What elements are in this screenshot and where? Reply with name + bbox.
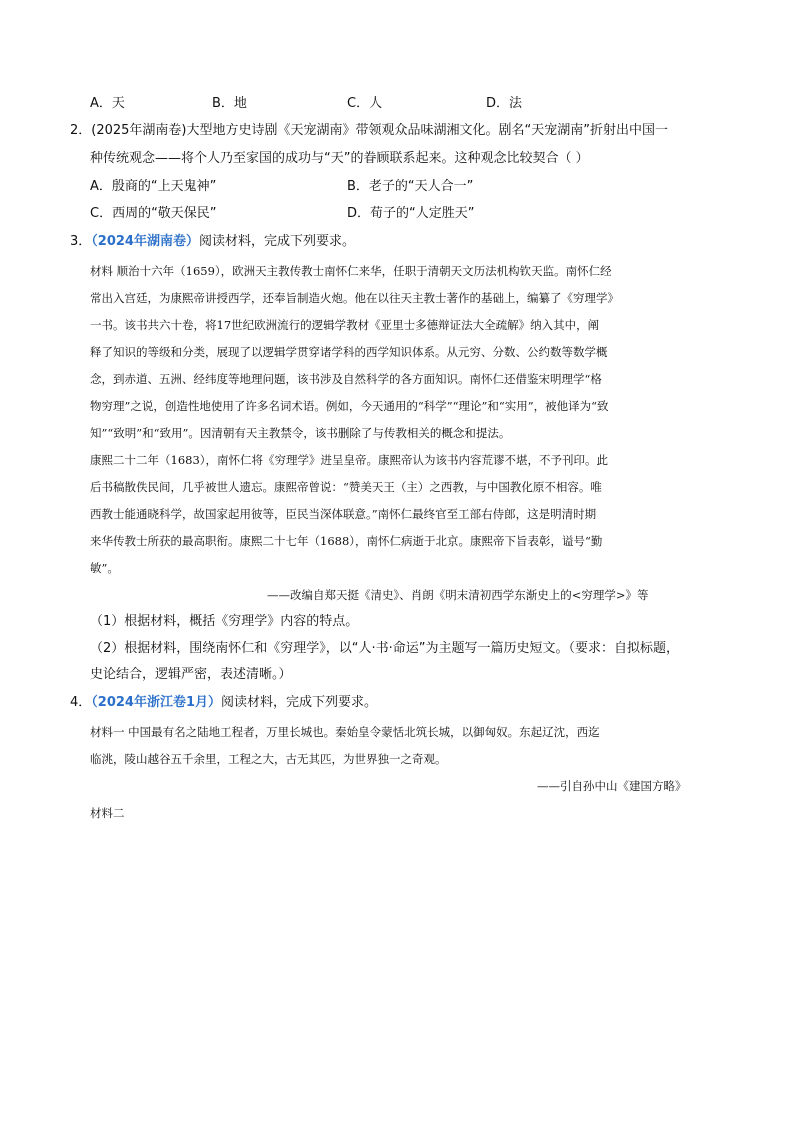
q2-option-a: A．殷商的“上天鬼神” <box>90 179 217 194</box>
q3-citation: ——改编自郑天挺《清史》、肖朗《明末清初西学东渐史上的<穷理学>》等 <box>267 588 649 602</box>
q1-option-c: C．人 <box>347 96 383 111</box>
q3-material-line: 康熙二十二年（1683），南怀仁将《穷理学》进呈皇帝。康熙帝认为该书内容荒谬不堪，不予刊印。此 <box>90 453 609 467</box>
q2-stem-line-2: 种传统观念——将个人乃至家国的成功与“天”的眷顾联系起来。这种观念比较契合（ ） <box>90 151 589 166</box>
q2-stem-line-1 <box>70 122 668 140</box>
q3-material-line: 常出入宫廷，为康熙帝讲授西学，还奉旨制造火炮。他在以往天主教士著作的基础上，编纂了《穷理学》 <box>90 291 619 305</box>
q3-material-line: 物穷理”之说，创造性地使用了许多名词术语。例如，今天通用的“科学”“理论”和“实用”，被他译为“致 <box>90 399 609 413</box>
q2-option-d: D．荀子的“人定胜天” <box>347 206 475 221</box>
q3-source: （2024年湖南卷） <box>91 234 199 249</box>
q3-material-line: 材料 顺治十六年（1659），欧洲天主教传教士南怀仁来华，任职于清朝天文历法机构钦天监。南怀仁经 <box>90 264 612 278</box>
q3-material-line: 来华传教士所获的最高职衔。康熙二十七年（1688），南怀仁病逝于北京。康熙帝下旨表彰，谥号“勤 <box>90 534 603 548</box>
q3-number: 3． <box>70 234 92 249</box>
q4-material-1-line-2: 临洮，陵山越谷五千余里，工程之大，古无其匹，为世界独一之奇观。 <box>90 752 447 766</box>
q3-material-line: 知”“致明”和“致用”。因清朝有天主教禁令，该书删除了与传教相关的概念和提法。 <box>90 426 511 440</box>
q1-option-a: A．天 <box>90 96 125 111</box>
q2-source: (2025年湖南卷) <box>91 123 187 138</box>
q2-number: 2． <box>70 123 92 138</box>
q4-prompt: 阅读材料，完成下列要求。 <box>221 695 378 710</box>
q4-header <box>70 694 377 712</box>
q2-stem-text-1: 大型地方史诗剧《天宠湖南》带领观众品味湖湘文化。剧名“天宠湖南”折射出中国一 <box>186 123 668 138</box>
q3-material-line: 释了知识的等级和分类，展现了以逻辑学贯穿诸学科的西学知识体系。从元穷、分数、公约数等数学概 <box>90 345 608 359</box>
q4-citation: ——引自孙中山《建国方略》 <box>537 779 687 793</box>
q4-source: （2024年浙江卷1月） <box>91 695 222 710</box>
q3-material-line: 西教士能通晓科学，故国家起用彼等，臣民当深体联意。”南怀仁最终官至工部右侍郎，这是明清时期 <box>90 507 597 521</box>
q4-material-1-line-1: 材料一 中国最有名之陆地工程者，万里长城也。秦始皇令蒙恬北筑长城，以御匈奴。东起辽沈，西迄 <box>90 725 600 739</box>
q4-material-2-label: 材料二 <box>90 806 125 820</box>
q3-material-line: 一书。该书共六十卷，将17世纪欧洲流行的逻辑学教材《亚里士多德辩证法大全疏解》纳入其中，阐 <box>90 318 600 332</box>
q2-option-b: B．老子的“天人合一” <box>347 179 474 194</box>
q3-material-line: 后书稿散佚民间，几乎被世人遗忘。康熙帝曾说：“赞美天王（主）之西教，与中国教化原不相容。唯 <box>90 480 602 494</box>
q1-option-b: B．地 <box>212 96 247 111</box>
q3-subquestion-2-line-1: （2）根据材料，围绕南怀仁和《穷理学》，以“人·书·命运”为主题写一篇历史短文。（要求：自拟标题， <box>90 641 680 656</box>
q3-header <box>70 233 355 251</box>
q3-material-line: 敏”。 <box>90 561 119 575</box>
q3-prompt: 阅读材料，完成下列要求。 <box>198 234 355 249</box>
q1-option-d: D．法 <box>486 96 523 111</box>
q3-material-line: 念，到赤道、五洲、经纬度等地理问题，该书涉及自然科学的各方面知识。南怀仁还借鉴宋明理学“格 <box>90 372 602 386</box>
q4-number: 4． <box>70 695 92 710</box>
q3-subquestion-2-line-2: 史论结合，逻辑严密，表述清晰。） <box>90 667 292 682</box>
q2-option-c: C．西周的“敬天保民” <box>90 206 217 221</box>
q3-subquestion-1: （1）根据材料，概括《穷理学》内容的特点。 <box>90 614 359 629</box>
